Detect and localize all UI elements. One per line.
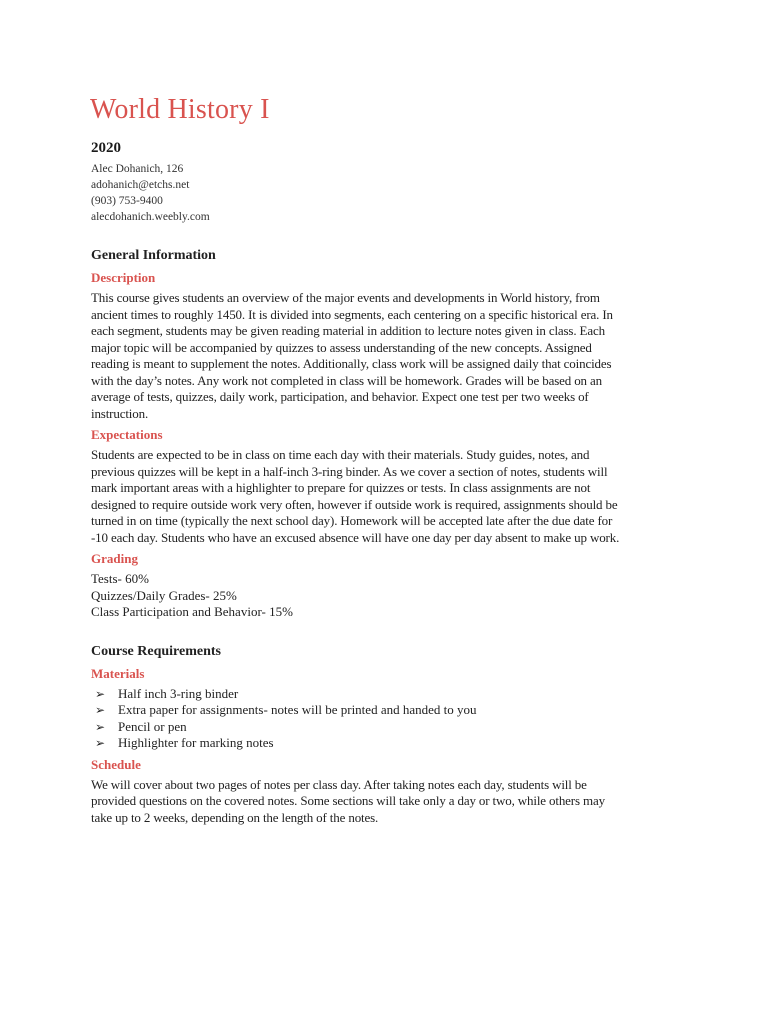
materials-list bbox=[90, 686, 668, 752]
expectations-heading: Expectations bbox=[91, 427, 163, 442]
description-line: average of tests, quizzes, daily work, participation, and behavior. Expect one test per two weeks of bbox=[91, 389, 589, 404]
expectations-line: turned in on time (typically the next school day). Homework will be accepted late after the due date for bbox=[91, 513, 613, 528]
schedule-heading: Schedule bbox=[91, 756, 141, 772]
schedule-line: We will cover about two pages of notes per class day. After taking notes each day, students will be bbox=[91, 776, 587, 792]
expectations-line: designed to require outside work very often, however if outside work is required, assignments should be bbox=[91, 496, 618, 512]
document-title: World History I bbox=[90, 94, 270, 125]
description-line: each segment, students may be given reading material in addition to lecture notes given in class. Each bbox=[91, 323, 605, 338]
materials-heading: Materials bbox=[91, 665, 145, 681]
expectations-line: mark important areas with a highlighter to prepare for quizzes or tests. In class assignments are not bbox=[91, 480, 591, 495]
description-heading: Description bbox=[91, 270, 156, 285]
description-line: major topic will be accompanied by quizzes to assess understanding of the new concepts. Assigned bbox=[91, 339, 592, 355]
instructor-email[interactable]: adohanich@etchs.net bbox=[91, 179, 190, 191]
arrow-bullet-icon: ➢ bbox=[95, 703, 106, 717]
expectations-line: previous quizzes will be kept in a half-inch 3-ring binder. As we cover a section of notes, students will bbox=[91, 463, 608, 479]
material-label: Extra paper for assignments- notes will be printed and handed to you bbox=[118, 702, 477, 717]
instructor-website[interactable]: alecdohanich.weebly.com bbox=[91, 211, 210, 223]
description-line: reading is meant to supplement the notes. Additionally, class work will be assigned daily that coincides bbox=[91, 356, 612, 371]
course-year: 2020 bbox=[91, 140, 121, 156]
material-label: Pencil or pen bbox=[118, 718, 187, 734]
arrow-bullet-icon: ➢ bbox=[95, 719, 106, 734]
material-label: Highlighter for marking notes bbox=[118, 735, 274, 750]
schedule-paragraph bbox=[91, 777, 668, 827]
expectations-paragraph bbox=[91, 447, 668, 546]
expectations-line: Students are expected to be in class on time each day with their materials. Study guides, notes, and bbox=[91, 447, 590, 462]
list-item bbox=[90, 719, 668, 736]
general-information-heading: General Information bbox=[91, 248, 216, 263]
description-paragraph bbox=[91, 290, 668, 422]
list-item bbox=[90, 686, 668, 703]
description-line: This course gives students an overview of the major events and developments in World history, from bbox=[91, 290, 600, 305]
description-line: ancient times to roughly 1450. It is divided into segments, each centering on a specific historical era. In bbox=[91, 306, 613, 322]
arrow-bullet-icon: ➢ bbox=[95, 736, 106, 750]
schedule-line: provided questions on the covered notes. Some sections will take only a day or two, while others may bbox=[91, 793, 605, 808]
grading-heading: Grading bbox=[91, 551, 138, 566]
instructor-name: Alec Dohanich, 126 bbox=[91, 163, 184, 175]
expectations-line: -10 each day. Students who have an excused absence will have one day per day absent to make up work. bbox=[91, 529, 620, 545]
grading-item-participation: Class Participation and Behavior- 15% bbox=[91, 604, 293, 619]
description-line: with the day’s notes. Any work not completed in class will be homework. Grades will be based on an bbox=[91, 372, 602, 388]
schedule-line: take up to 2 weeks, depending on the length of the notes. bbox=[91, 809, 379, 825]
arrow-bullet-icon: ➢ bbox=[95, 686, 106, 701]
grading-item-quizzes: Quizzes/Daily Grades- 25% bbox=[91, 587, 237, 603]
course-requirements-heading: Course Requirements bbox=[91, 643, 222, 659]
description-line: instruction. bbox=[91, 405, 149, 421]
grading-item-tests: Tests- 60% bbox=[91, 571, 149, 586]
list-item bbox=[90, 735, 668, 752]
instructor-phone: (903) 753-9400 bbox=[91, 195, 163, 207]
material-label: Half inch 3-ring binder bbox=[118, 685, 239, 701]
list-item bbox=[90, 702, 668, 719]
